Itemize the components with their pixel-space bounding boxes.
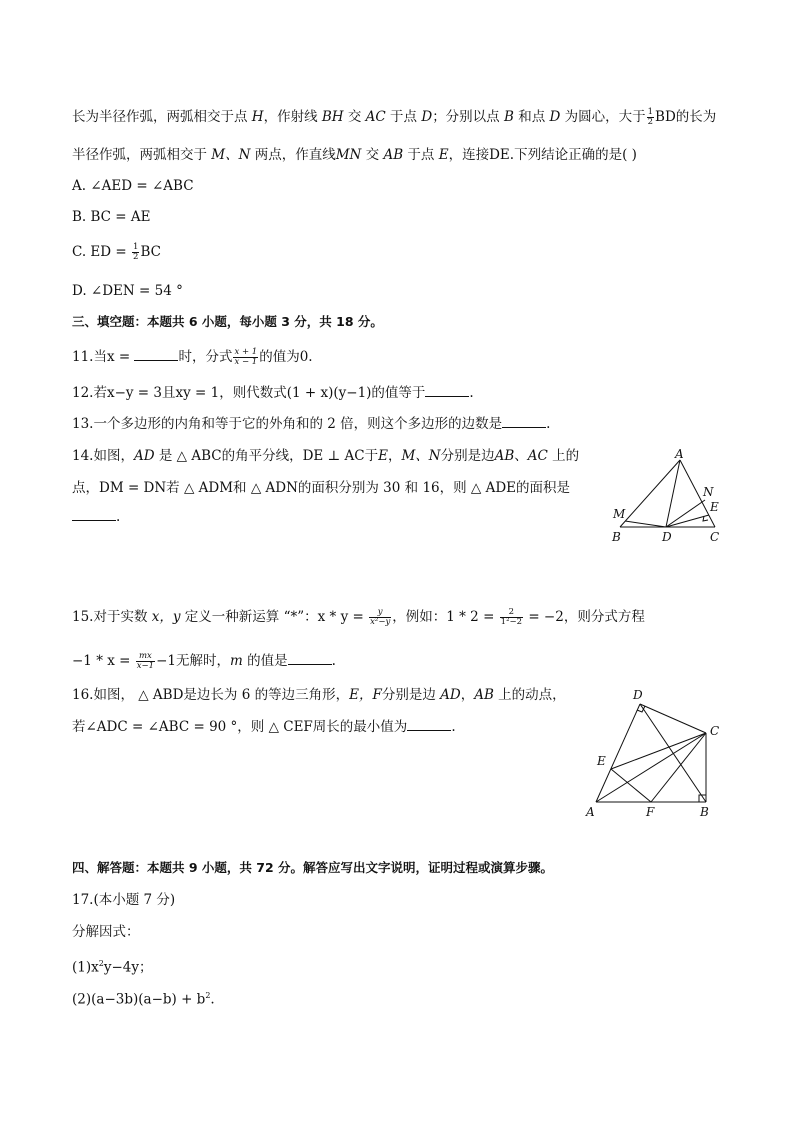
q10-var: H bbox=[251, 109, 264, 125]
q12-text: 12.若x−y = 3且xy = 1，则代数式(1 + x)(y−1)的值等于 bbox=[72, 385, 426, 401]
q10-text: ；分别以点 bbox=[432, 109, 504, 125]
q10-text: 于点 bbox=[403, 147, 439, 163]
q10-text: 交 bbox=[343, 109, 366, 125]
q15-line1 bbox=[72, 608, 645, 627]
fig16-label-b: B bbox=[700, 805, 709, 819]
q17-prompt: 分解因式： bbox=[72, 924, 140, 940]
fraction-denominator: 1²−2 bbox=[500, 617, 523, 627]
q10-var: B bbox=[503, 109, 514, 125]
fraction-numerator: 1 bbox=[133, 242, 139, 252]
q14-var: AC bbox=[527, 448, 548, 464]
q14-var: M、N bbox=[401, 448, 441, 464]
q10-text: 为圆心，大于 bbox=[560, 109, 646, 125]
q10-option-b: B. BC = AE bbox=[72, 209, 151, 225]
q10-var: AC bbox=[365, 109, 386, 125]
answer-blank bbox=[134, 348, 178, 361]
q15-text: −1 * x = bbox=[72, 653, 135, 669]
q10-var: AB bbox=[383, 147, 404, 163]
fig14-label-e: E bbox=[710, 500, 719, 514]
fig16-label-d: D bbox=[633, 688, 643, 702]
fraction-denominator: x − 1 bbox=[234, 357, 258, 367]
q10-option-a: A. ∠AED = ∠ABC bbox=[72, 178, 194, 194]
section-heading: 三、填空题：本题共 6 小题，每小题 3 分，共 18 分。 bbox=[72, 314, 383, 329]
section-heading: 四、解答题：本题共 9 小题，共 72 分。解答应写出文字说明，证明过程或演算步骤。 bbox=[72, 860, 554, 875]
q14-line2: 点，DM = DN若 △ ADM和 △ ADN的面积分别为 30 和 16，则 △ ADE的面积是 bbox=[72, 480, 571, 496]
q17-text: (1)x bbox=[72, 959, 99, 976]
q10-var: MN bbox=[335, 147, 362, 163]
fraction-numerator: y bbox=[369, 608, 391, 618]
q16-text: . bbox=[451, 719, 456, 735]
option-c-fraction bbox=[132, 243, 139, 262]
q16-text: 若∠ADC = ∠ABC = 90 °，则 △ CEF周长的最小值为 bbox=[72, 719, 408, 735]
q16-var: AD bbox=[440, 687, 461, 703]
q15-text: 的值是 bbox=[242, 653, 288, 669]
fig16-label-e: E bbox=[597, 754, 606, 768]
q10-line1 bbox=[72, 108, 716, 127]
q15-example-fraction bbox=[500, 608, 523, 627]
fraction-denominator: 2 bbox=[647, 117, 654, 127]
fig14-label-n: N bbox=[703, 485, 714, 499]
figure-16-quadrilateral bbox=[578, 684, 728, 824]
q10-var: D bbox=[549, 109, 561, 125]
q11 bbox=[72, 348, 313, 367]
fig16-label-f: F bbox=[646, 805, 655, 819]
fraction-numerator: 1 bbox=[647, 107, 654, 117]
fig14-label-c: C bbox=[710, 530, 720, 544]
fig14-label-d: D bbox=[662, 530, 672, 544]
q16-text: ， bbox=[460, 687, 475, 703]
q17-text: y−4y； bbox=[103, 959, 153, 976]
q15-var: x，y bbox=[151, 609, 181, 625]
fig14-label-m: M bbox=[613, 507, 626, 521]
option-text: C. ED = bbox=[72, 244, 132, 260]
answer-blank bbox=[502, 415, 546, 428]
q15-text: . bbox=[331, 653, 336, 669]
q14-text: 分别是边 bbox=[440, 448, 495, 464]
fraction-numerator: 2 bbox=[500, 608, 523, 618]
q10-option-d: D. ∠DEN = 54 ° bbox=[72, 283, 183, 299]
q16-line1 bbox=[72, 686, 566, 704]
q16-var: E，F bbox=[349, 687, 382, 703]
q13 bbox=[72, 415, 550, 433]
q14-text: 上的 bbox=[547, 448, 580, 464]
fig14-label-b: B bbox=[612, 530, 621, 544]
q11-text: 时，分式 bbox=[178, 349, 233, 365]
q15-line2 bbox=[72, 652, 336, 671]
exponent: 2 bbox=[205, 991, 211, 1000]
q10-text: 和点 bbox=[513, 109, 550, 125]
q12-text: . bbox=[469, 385, 474, 401]
q14-line1 bbox=[72, 447, 579, 465]
fig14-label-a: A bbox=[675, 447, 684, 461]
q14-text: ， bbox=[387, 448, 402, 464]
section3-title bbox=[72, 313, 383, 331]
q16-line2 bbox=[72, 718, 456, 736]
q15-text: = −2，则分式方程 bbox=[524, 609, 645, 625]
q15-text: ，例如：1 * 2 = bbox=[392, 609, 499, 625]
q10-text: 交 bbox=[361, 147, 384, 163]
q15-var: m bbox=[229, 653, 243, 669]
q14-text: 14.如图， bbox=[72, 448, 134, 464]
q14-var: AB bbox=[494, 448, 515, 464]
q16-text: 上的动点， bbox=[493, 687, 566, 703]
q10-var: M、N bbox=[211, 147, 251, 163]
q14-text: . bbox=[116, 509, 121, 525]
q14-var: E bbox=[378, 448, 388, 464]
fraction-denominator: 2 bbox=[133, 252, 139, 262]
q10-text: 于点 bbox=[385, 109, 422, 125]
q10-option-c bbox=[72, 243, 161, 262]
q17-text: . bbox=[210, 991, 215, 1008]
figure-14-triangle bbox=[600, 445, 730, 545]
q17-title: 17.(本小题 7 分) bbox=[72, 892, 176, 908]
q16-var: AB bbox=[474, 687, 494, 703]
answer-blank bbox=[407, 718, 451, 731]
q17-text: (2)(a−3b)(a−b) + b bbox=[72, 991, 206, 1008]
exponent: 2 bbox=[98, 959, 104, 968]
fraction-numerator: x + 1 bbox=[234, 347, 258, 357]
q10-fraction bbox=[647, 108, 654, 127]
q13-text: . bbox=[546, 416, 551, 432]
q11-text: 的值为0. bbox=[259, 349, 313, 365]
q10-var: BH bbox=[321, 109, 344, 125]
q11-text: 11.当x = bbox=[72, 349, 135, 365]
answer-blank bbox=[288, 652, 332, 665]
q11-fraction bbox=[233, 348, 258, 367]
q15-text: 定义一种新运算 “*”：x * y = bbox=[180, 609, 369, 625]
q10-text: 长为半径作弧，两弧相交于点 bbox=[72, 109, 252, 125]
q14-text: 是 △ ABC的角平分线，DE ⊥ AC于 bbox=[154, 448, 379, 464]
answer-blank bbox=[425, 384, 469, 397]
section4-title bbox=[72, 859, 553, 877]
q10-var: D bbox=[421, 109, 433, 125]
q10-text: ，作射线 bbox=[263, 109, 322, 125]
fig16-label-c: C bbox=[710, 724, 720, 738]
q10-text: 两点，作直线 bbox=[250, 147, 336, 163]
q16-text: 16.如图， △ ABD是边长为 6 的等边三角形， bbox=[72, 687, 350, 703]
q15-text: 15.对于实数 bbox=[72, 609, 152, 625]
q17-part2 bbox=[72, 987, 215, 1009]
q10-text: ，连接DE.下列结论正确的是( ) bbox=[448, 147, 637, 163]
q15-equation-fraction bbox=[136, 652, 155, 671]
answer-blank bbox=[72, 508, 116, 521]
q15-fraction bbox=[369, 608, 391, 627]
q14-var: AD bbox=[133, 448, 155, 464]
q14-line3 bbox=[72, 508, 120, 526]
q15-text: −1无解时， bbox=[156, 653, 230, 669]
fraction-denominator: x²−y bbox=[370, 617, 391, 627]
q13-text: 13.一个多边形的内角和等于它的外角和的 2 倍，则这个多边形的边数是 bbox=[72, 416, 503, 432]
q16-text: 分别是边 bbox=[381, 687, 441, 703]
fraction-numerator: mx bbox=[136, 652, 155, 662]
q10-text: BD的长为 bbox=[655, 109, 717, 125]
q10-var: E bbox=[438, 147, 449, 163]
q12 bbox=[72, 384, 474, 402]
option-text: BC bbox=[140, 244, 161, 260]
fig16-label-a: A bbox=[586, 805, 595, 819]
q17-part1 bbox=[72, 955, 153, 977]
q14-text: 、 bbox=[514, 448, 528, 464]
fraction-denominator: x−1 bbox=[136, 661, 155, 671]
q10-line2 bbox=[72, 146, 637, 164]
q10-text: 半径作弧，两弧相交于 bbox=[72, 147, 212, 163]
